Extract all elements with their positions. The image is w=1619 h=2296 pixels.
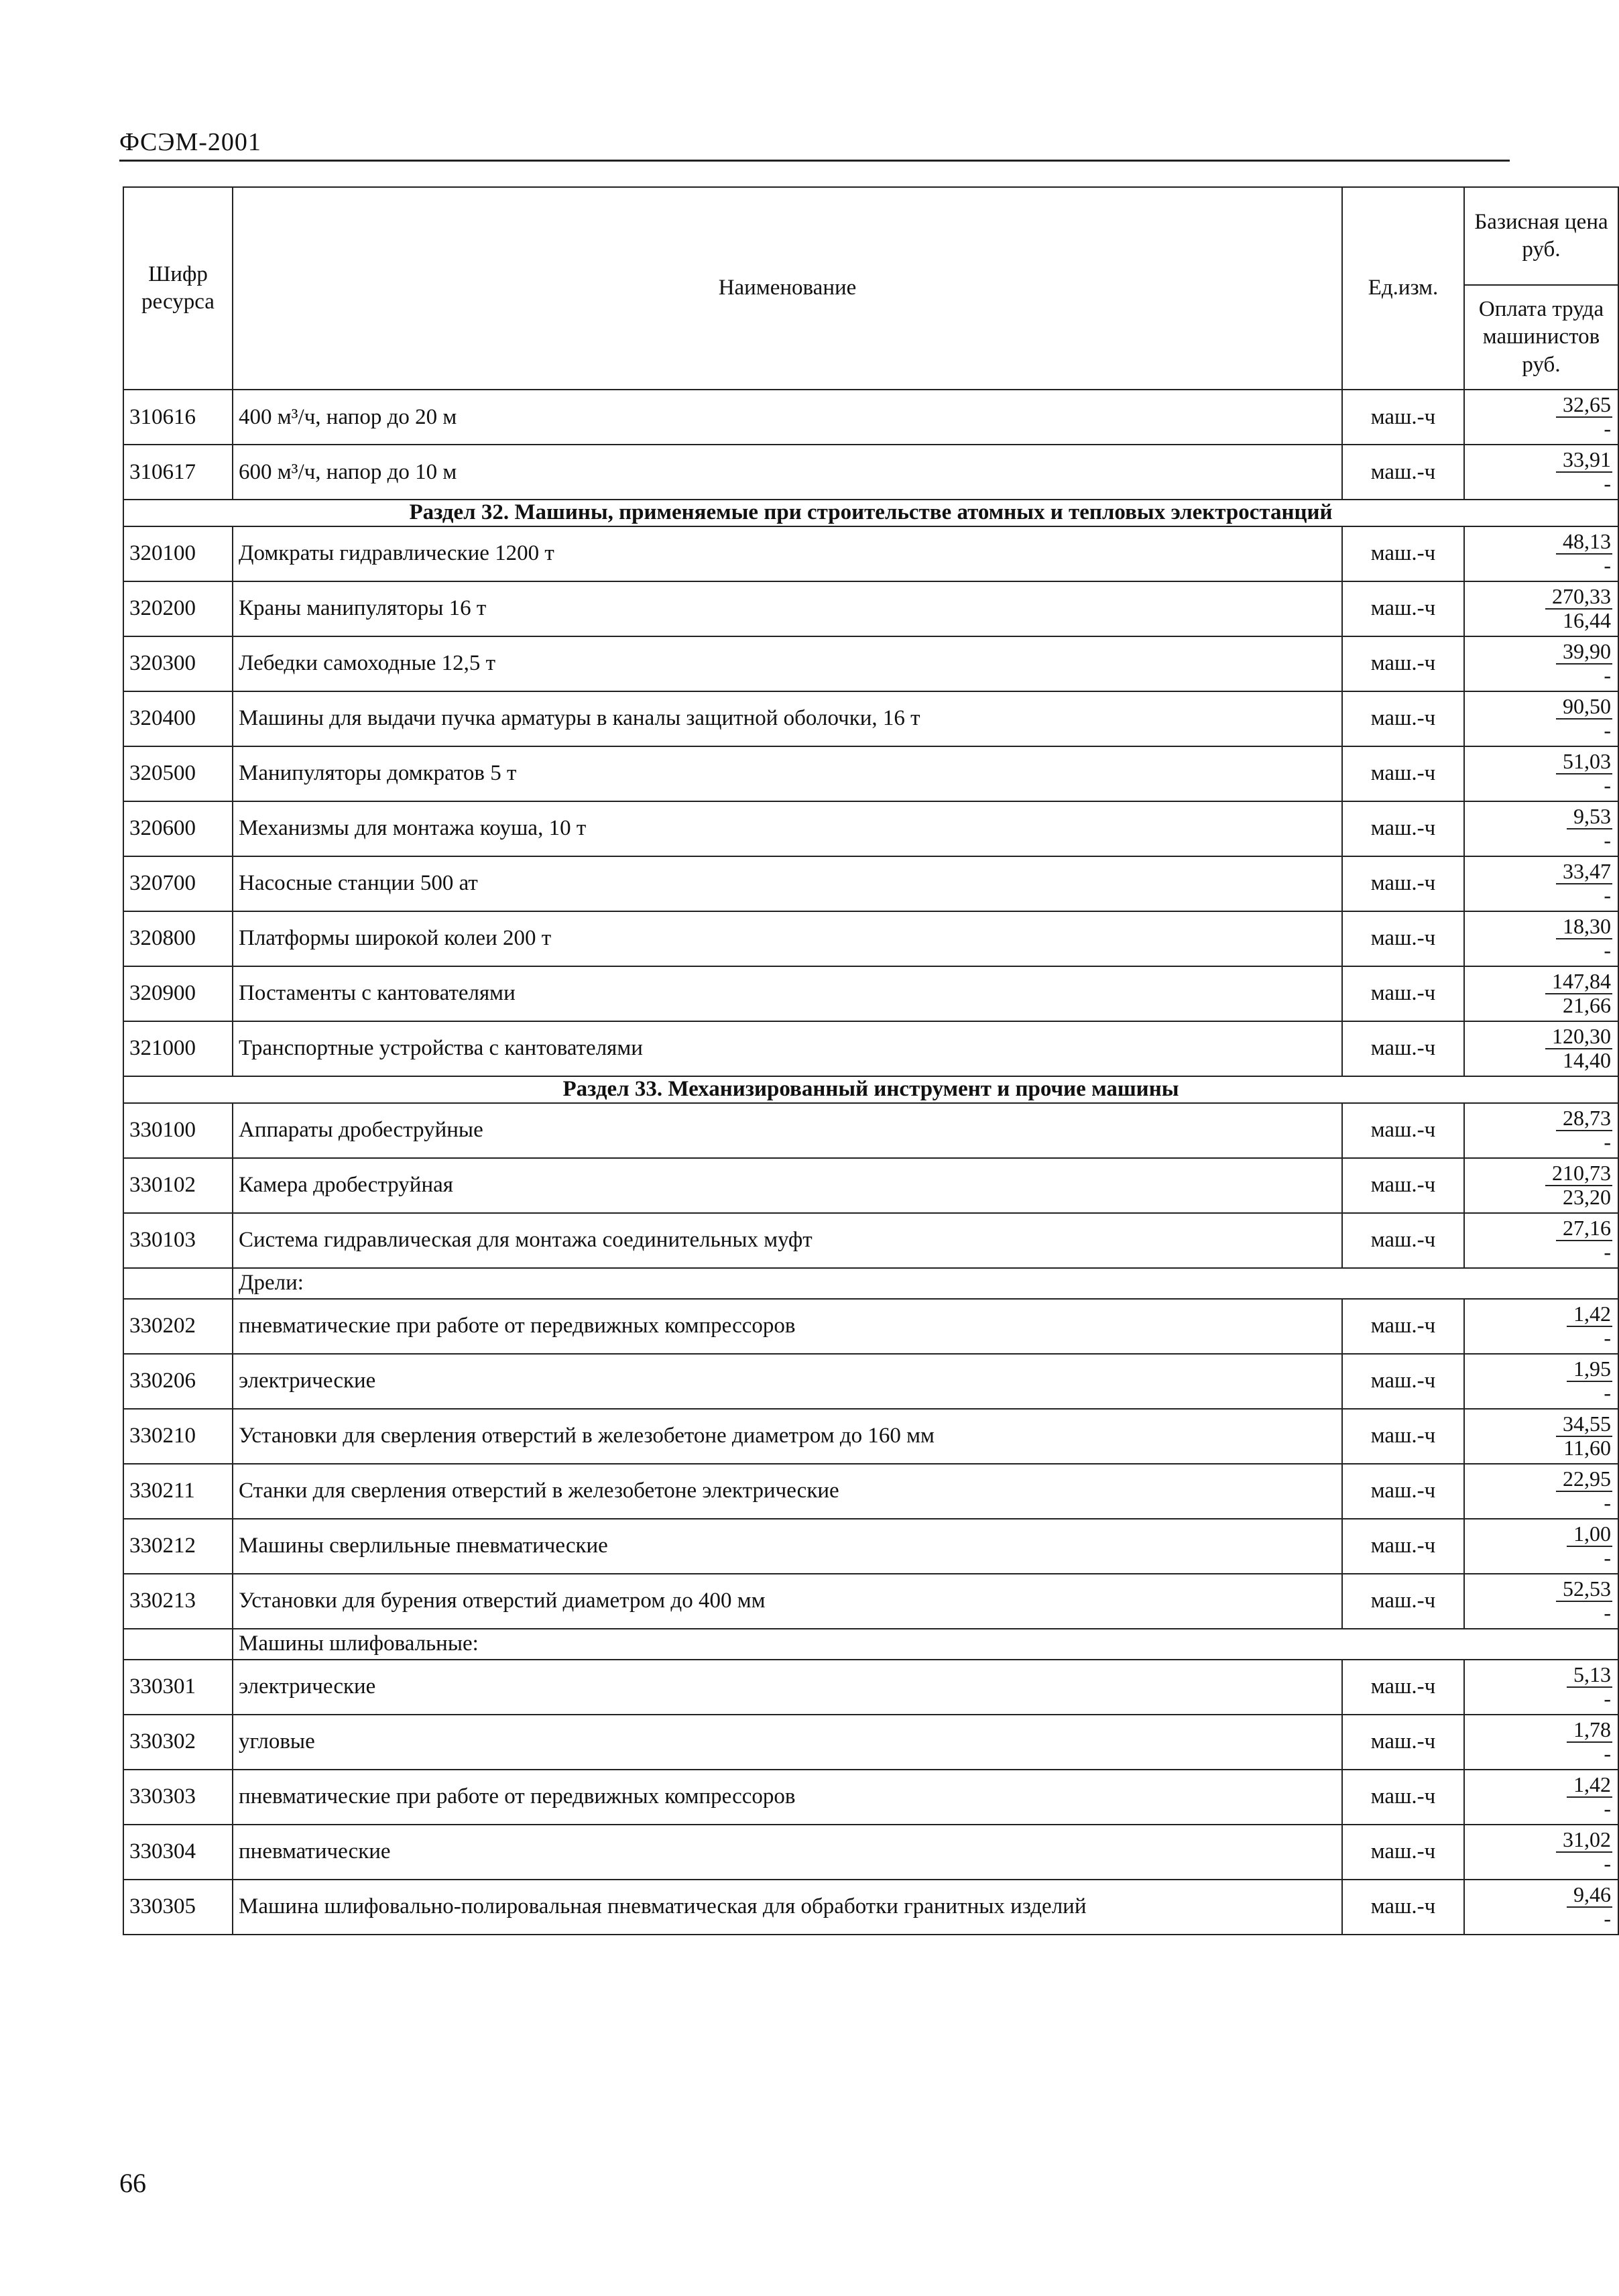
table-row (123, 390, 1618, 445)
base-price: 147,84 (1545, 970, 1612, 994)
base-price: 18,30 (1556, 915, 1612, 939)
price-cell (1464, 636, 1618, 691)
empty-code-cell (123, 1268, 233, 1299)
resource-code: 320900 (123, 966, 233, 1021)
resource-name: Механизмы для монтажа коуша, 10 т (233, 801, 1342, 856)
table-row (123, 1213, 1618, 1268)
base-price: 9,46 (1567, 1884, 1612, 1908)
table-row (123, 445, 1618, 500)
resource-code: 330303 (123, 1770, 233, 1825)
table-row (123, 911, 1618, 966)
base-price: 120,30 (1545, 1025, 1612, 1049)
price-cell (1464, 1464, 1618, 1519)
base-price: 1,95 (1567, 1358, 1612, 1382)
table-row (123, 966, 1618, 1021)
base-price: 34,55 (1556, 1413, 1612, 1437)
resource-code: 330202 (123, 1299, 233, 1354)
resource-name: пневматические при работе от передвижных компрессоров (233, 1770, 1342, 1825)
section-heading-row (123, 1076, 1618, 1103)
resource-code: 310616 (123, 390, 233, 445)
table-row (123, 1519, 1618, 1574)
resource-code: 321000 (123, 1021, 233, 1076)
resource-code: 330210 (123, 1409, 233, 1464)
resource-code: 320600 (123, 801, 233, 856)
resource-name: Машины для выдачи пучка арматуры в каналы защитной оболочки, 16 т (233, 691, 1342, 746)
base-price: 22,95 (1556, 1468, 1612, 1492)
unit-of-measure: маш.-ч (1342, 526, 1464, 581)
resource-name: Аппараты дробеструйные (233, 1103, 1342, 1158)
resource-name: Насосные станции 500 ат (233, 856, 1342, 911)
price-cell (1464, 911, 1618, 966)
unit-of-measure: маш.-ч (1342, 1715, 1464, 1770)
resource-code: 330100 (123, 1103, 233, 1158)
resource-name: Постаменты с кантователями (233, 966, 1342, 1021)
header-labor: Оплата труда машинистов руб. (1464, 285, 1618, 390)
price-cell (1464, 1825, 1618, 1880)
table-row (123, 1770, 1618, 1825)
resource-code: 320500 (123, 746, 233, 801)
resource-code: 320400 (123, 691, 233, 746)
price-cell (1464, 1660, 1618, 1715)
operator-wage: - (1604, 1325, 1611, 1350)
unit-of-measure: маш.-ч (1342, 801, 1464, 856)
unit-of-measure: маш.-ч (1342, 911, 1464, 966)
operator-wage: - (1604, 1545, 1611, 1570)
unit-of-measure: маш.-ч (1342, 746, 1464, 801)
price-table (123, 186, 1619, 1935)
price-cell (1464, 746, 1618, 801)
unit-of-measure: маш.-ч (1342, 691, 1464, 746)
base-price: 31,02 (1556, 1829, 1612, 1853)
unit-of-measure: маш.-ч (1342, 1464, 1464, 1519)
resource-name: электрические (233, 1660, 1342, 1715)
resource-code: 310617 (123, 445, 233, 500)
operator-wage: - (1604, 772, 1611, 797)
table-row (123, 801, 1618, 856)
unit-of-measure: маш.-ч (1342, 966, 1464, 1021)
operator-wage: - (1604, 1129, 1611, 1154)
table-header-row (123, 187, 1618, 285)
table-row (123, 1158, 1618, 1213)
operator-wage: - (1604, 1796, 1611, 1821)
price-cell (1464, 1103, 1618, 1158)
operator-wage: - (1604, 553, 1611, 577)
base-price: 1,00 (1567, 1523, 1612, 1547)
unit-of-measure: маш.-ч (1342, 1103, 1464, 1158)
base-price: 27,16 (1556, 1217, 1612, 1241)
base-price: 270,33 (1545, 585, 1612, 610)
unit-of-measure: маш.-ч (1342, 1825, 1464, 1880)
resource-name: пневматические (233, 1825, 1342, 1880)
header-price: Базисная цена руб. (1464, 187, 1618, 285)
group-label: Машины шлифовальные: (233, 1629, 1618, 1660)
empty-code-cell (123, 1629, 233, 1660)
operator-wage: - (1604, 1600, 1611, 1625)
operator-wage: - (1604, 1490, 1611, 1515)
price-cell (1464, 1299, 1618, 1354)
base-price: 9,53 (1567, 805, 1612, 829)
price-cell (1464, 691, 1618, 746)
resource-code: 320300 (123, 636, 233, 691)
resource-code: 330211 (123, 1464, 233, 1519)
table-row (123, 1021, 1618, 1076)
table-row (123, 1660, 1618, 1715)
resource-name: Манипуляторы домкратов 5 т (233, 746, 1342, 801)
operator-wage: 16,44 (1563, 608, 1611, 632)
resource-name: электрические (233, 1354, 1342, 1409)
resource-name: Машина шлифовально-полировальная пневматическая для обработки гранитных изделий (233, 1880, 1342, 1935)
unit-of-measure: маш.-ч (1342, 636, 1464, 691)
operator-wage: - (1604, 1686, 1611, 1711)
resource-code: 330304 (123, 1825, 233, 1880)
resource-name: 400 м³/ч, напор до 20 м (233, 390, 1342, 445)
resource-name: 600 м³/ч, напор до 10 м (233, 445, 1342, 500)
price-cell (1464, 1213, 1618, 1268)
operator-wage: 23,20 (1563, 1184, 1611, 1209)
base-price: 1,78 (1567, 1719, 1612, 1743)
operator-wage: - (1604, 416, 1611, 441)
resource-name: пневматические при работе от передвижных компрессоров (233, 1299, 1342, 1354)
unit-of-measure: маш.-ч (1342, 445, 1464, 500)
price-cell (1464, 390, 1618, 445)
unit-of-measure: маш.-ч (1342, 1519, 1464, 1574)
resource-code: 330103 (123, 1213, 233, 1268)
unit-of-measure: маш.-ч (1342, 1770, 1464, 1825)
base-price: 32,65 (1556, 394, 1612, 418)
resource-name: Транспортные устройства с кантователями (233, 1021, 1342, 1076)
table-row (123, 1574, 1618, 1629)
unit-of-measure: маш.-ч (1342, 1354, 1464, 1409)
unit-of-measure: маш.-ч (1342, 1021, 1464, 1076)
base-price: 33,91 (1556, 449, 1612, 473)
price-cell (1464, 1354, 1618, 1409)
base-price: 90,50 (1556, 695, 1612, 720)
unit-of-measure: маш.-ч (1342, 1574, 1464, 1629)
resource-code: 330302 (123, 1715, 233, 1770)
base-price: 52,53 (1556, 1578, 1612, 1602)
header-name: Наименование (233, 187, 1342, 390)
operator-wage: - (1604, 663, 1611, 687)
header-unit: Ед.изм. (1342, 187, 1464, 390)
operator-wage: 11,60 (1563, 1435, 1611, 1460)
unit-of-measure: маш.-ч (1342, 581, 1464, 636)
table-row (123, 1354, 1618, 1409)
resource-code: 320100 (123, 526, 233, 581)
operator-wage: - (1604, 1906, 1611, 1931)
header-code: Шифр ресурса (123, 187, 233, 390)
document-title: ФСЭМ-2001 (119, 128, 261, 156)
unit-of-measure: маш.-ч (1342, 390, 1464, 445)
price-cell (1464, 445, 1618, 500)
price-cell (1464, 856, 1618, 911)
header-rule (119, 160, 1510, 162)
base-price: 33,47 (1556, 860, 1612, 884)
table-row (123, 1825, 1618, 1880)
price-cell (1464, 966, 1618, 1021)
table-row (123, 1880, 1618, 1935)
page-number: 66 (119, 2168, 146, 2198)
unit-of-measure: маш.-ч (1342, 1660, 1464, 1715)
price-cell (1464, 1409, 1618, 1464)
price-cell (1464, 526, 1618, 581)
operator-wage: - (1604, 1380, 1611, 1405)
base-price: 39,90 (1556, 640, 1612, 665)
resource-code: 330301 (123, 1660, 233, 1715)
table-row (123, 1464, 1618, 1519)
base-price: 1,42 (1567, 1774, 1612, 1798)
unit-of-measure: маш.-ч (1342, 1880, 1464, 1935)
resource-name: угловые (233, 1715, 1342, 1770)
price-cell (1464, 1880, 1618, 1935)
unit-of-measure: маш.-ч (1342, 1299, 1464, 1354)
table-row (123, 1715, 1618, 1770)
resource-code: 330305 (123, 1880, 233, 1935)
unit-of-measure: маш.-ч (1342, 1409, 1464, 1464)
resource-code: 320700 (123, 856, 233, 911)
resource-name: Краны манипуляторы 16 т (233, 581, 1342, 636)
base-price: 51,03 (1556, 750, 1612, 774)
resource-name: Платформы широкой колеи 200 т (233, 911, 1342, 966)
operator-wage: - (1604, 937, 1611, 962)
operator-wage: - (1604, 827, 1611, 852)
operator-wage: 21,66 (1563, 992, 1611, 1017)
resource-code: 330212 (123, 1519, 233, 1574)
resource-name: Камера дробеструйная (233, 1158, 1342, 1213)
operator-wage: - (1604, 882, 1611, 907)
base-price: 5,13 (1567, 1664, 1612, 1688)
group-label-row (123, 1268, 1618, 1299)
resource-code: 330206 (123, 1354, 233, 1409)
price-cell (1464, 1021, 1618, 1076)
table-row (123, 746, 1618, 801)
resource-name: Система гидравлическая для монтажа соединительных муфт (233, 1213, 1342, 1268)
resource-name: Установки для бурения отверстий диаметром до 400 мм (233, 1574, 1342, 1629)
base-price: 1,42 (1567, 1303, 1612, 1327)
group-label-row (123, 1629, 1618, 1660)
table-row (123, 1103, 1618, 1158)
resource-name: Станки для сверления отверстий в железобетоне электрические (233, 1464, 1342, 1519)
resource-code: 330102 (123, 1158, 233, 1213)
table-row (123, 691, 1618, 746)
operator-wage: - (1604, 1239, 1611, 1264)
table-row (123, 581, 1618, 636)
price-cell (1464, 1519, 1618, 1574)
operator-wage: - (1604, 471, 1611, 496)
table-row (123, 1409, 1618, 1464)
section-heading-row (123, 500, 1618, 526)
operator-wage: - (1604, 1851, 1611, 1876)
price-cell (1464, 1770, 1618, 1825)
resource-code: 320200 (123, 581, 233, 636)
resource-name: Домкраты гидравлические 1200 т (233, 526, 1342, 581)
operator-wage: - (1604, 718, 1611, 742)
table-row (123, 1299, 1618, 1354)
resource-code: 320800 (123, 911, 233, 966)
operator-wage: 14,40 (1563, 1047, 1611, 1072)
price-cell (1464, 1158, 1618, 1213)
unit-of-measure: маш.-ч (1342, 1213, 1464, 1268)
unit-of-measure: маш.-ч (1342, 1158, 1464, 1213)
resource-code: 330213 (123, 1574, 233, 1629)
unit-of-measure: маш.-ч (1342, 856, 1464, 911)
price-cell (1464, 1574, 1618, 1629)
price-cell (1464, 581, 1618, 636)
table-row (123, 526, 1618, 581)
table-row (123, 636, 1618, 691)
operator-wage: - (1604, 1741, 1611, 1766)
price-cell (1464, 801, 1618, 856)
resource-name: Установки для сверления отверстий в железобетоне диаметром до 160 мм (233, 1409, 1342, 1464)
base-price: 48,13 (1556, 530, 1612, 555)
resource-name: Лебедки самоходные 12,5 т (233, 636, 1342, 691)
table-row (123, 856, 1618, 911)
group-label: Дрели: (233, 1268, 1618, 1299)
section-heading: Раздел 33. Механизированный инструмент и прочие машины (123, 1076, 1618, 1103)
base-price: 28,73 (1556, 1107, 1612, 1131)
base-price: 210,73 (1545, 1162, 1612, 1186)
price-cell (1464, 1715, 1618, 1770)
section-heading: Раздел 32. Машины, применяемые при строительстве атомных и тепловых электростанций (123, 500, 1618, 526)
resource-name: Машины сверлильные пневматические (233, 1519, 1342, 1574)
